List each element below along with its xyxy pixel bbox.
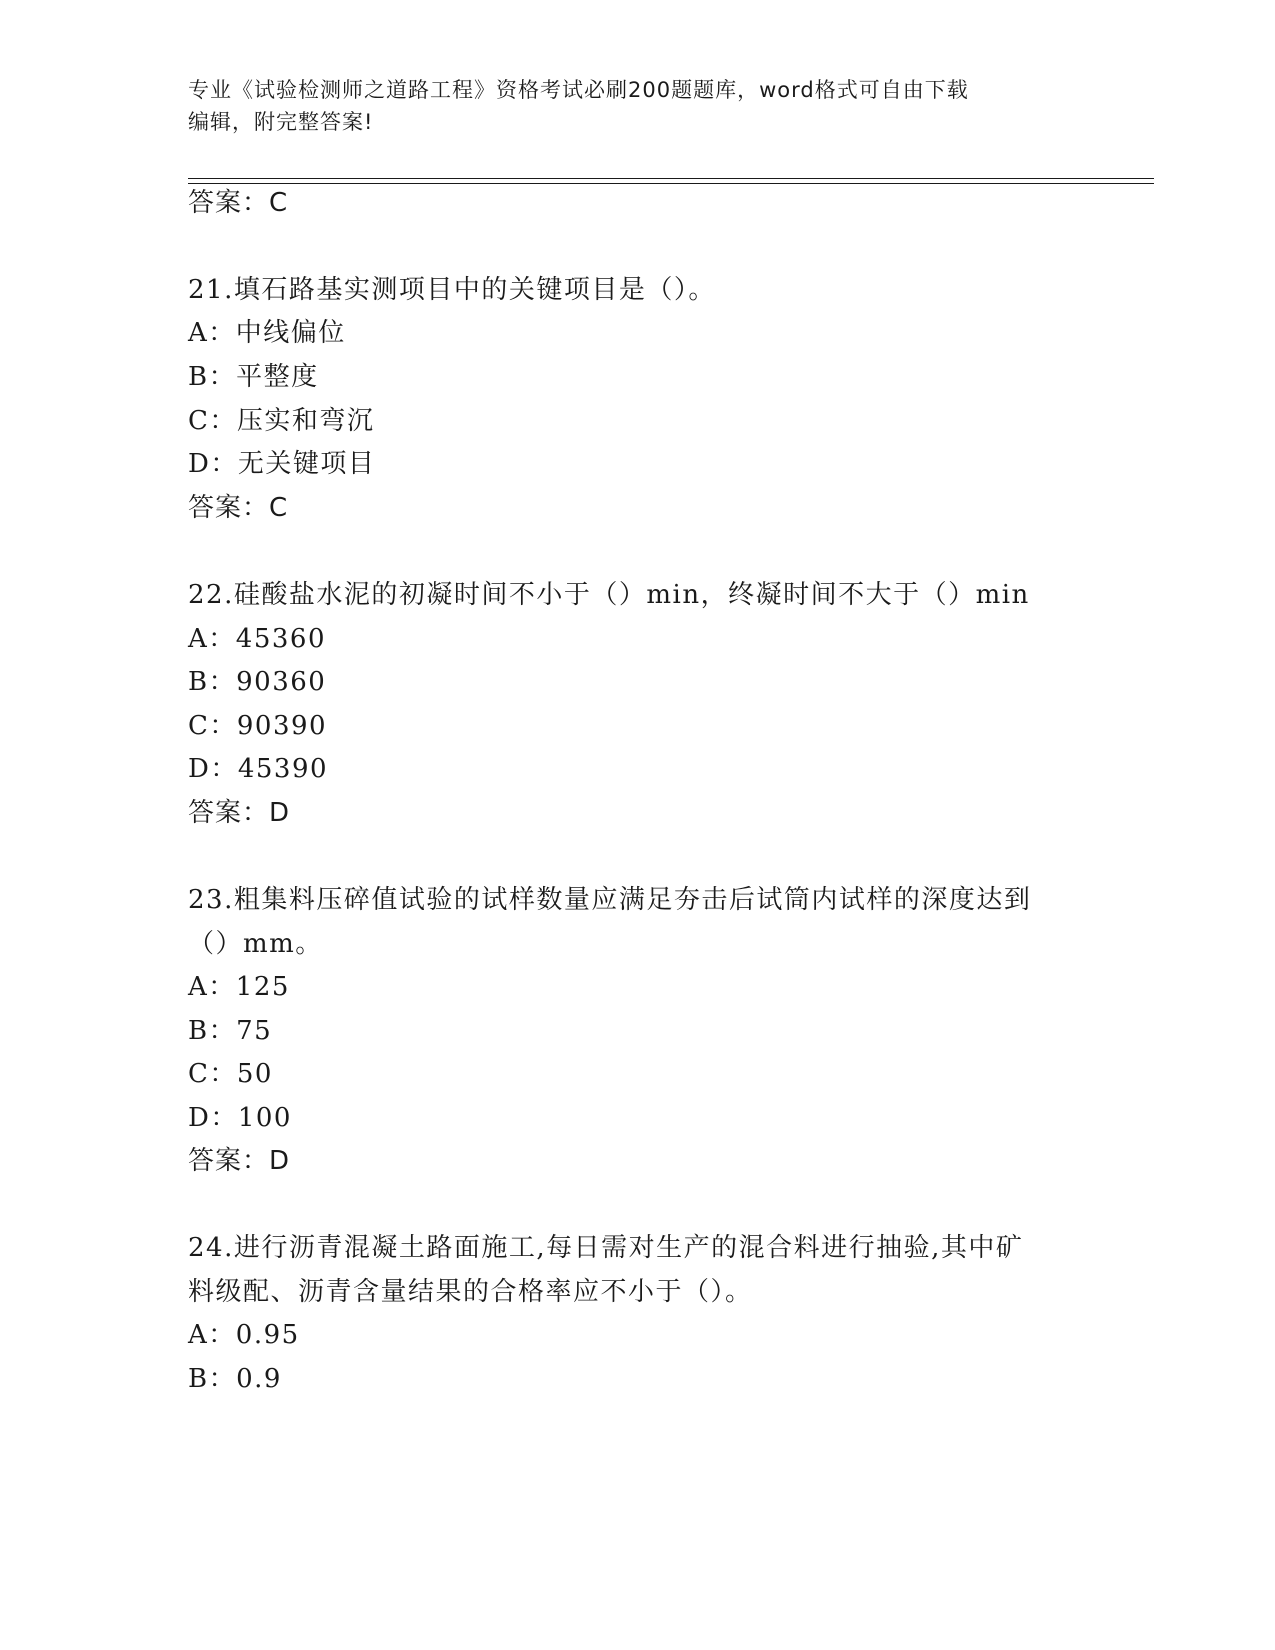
- option-21-a: A：中线偏位: [188, 318, 346, 348]
- answer-21: 答案：C: [188, 493, 289, 523]
- option-23-b: B：75: [188, 1016, 273, 1046]
- question-23-line-1: 23.粗集料压碎值试验的试样数量应满足夯击后试筒内试样的深度达到: [188, 885, 1032, 915]
- question-24-line-1: 24.进行沥青混凝土路面施工,每日需对生产的混合料进行抽验,其中矿: [188, 1233, 1024, 1263]
- option-22-d: D：45390: [188, 754, 329, 784]
- option-23-c: C：50: [188, 1059, 273, 1089]
- document-header: [188, 74, 1078, 138]
- option-24-b: B：0.9: [188, 1364, 282, 1394]
- answer-22: 答案：D: [188, 798, 291, 828]
- question-24-line-2: 料级配、沥青含量结果的合格率应不小于（）。: [188, 1277, 753, 1307]
- question-21: 21.填石路基实测项目中的关键项目是（）。: [188, 275, 716, 305]
- option-22-c: C：90390: [188, 711, 328, 741]
- option-21-b: B：平整度: [188, 362, 319, 392]
- header-line-2: 编辑，附完整答案!: [188, 110, 374, 134]
- question-23-line-2: （）mm。: [188, 929, 323, 959]
- header-divider-bottom: [188, 183, 1154, 184]
- answer-20: 答案：C: [188, 188, 289, 218]
- header-line-1: 专业《试验检测师之道路工程》资格考试必刷200题题库，word格式可自由下载: [188, 78, 969, 102]
- answer-23: 答案：D: [188, 1146, 291, 1176]
- option-23-d: D：100: [188, 1103, 292, 1133]
- option-22-b: B：90360: [188, 667, 327, 697]
- option-23-a: A：125: [188, 972, 290, 1002]
- option-21-d: D：无关键项目: [188, 449, 376, 479]
- option-24-a: A：0.95: [188, 1320, 300, 1350]
- option-21-c: C：压实和弯沉: [188, 406, 375, 436]
- header-divider-top: [188, 178, 1154, 179]
- option-22-a: A：45360: [188, 624, 326, 654]
- question-22: 22.硅酸盐水泥的初凝时间不小于（）min，终凝时间不大于（）min: [188, 580, 1030, 610]
